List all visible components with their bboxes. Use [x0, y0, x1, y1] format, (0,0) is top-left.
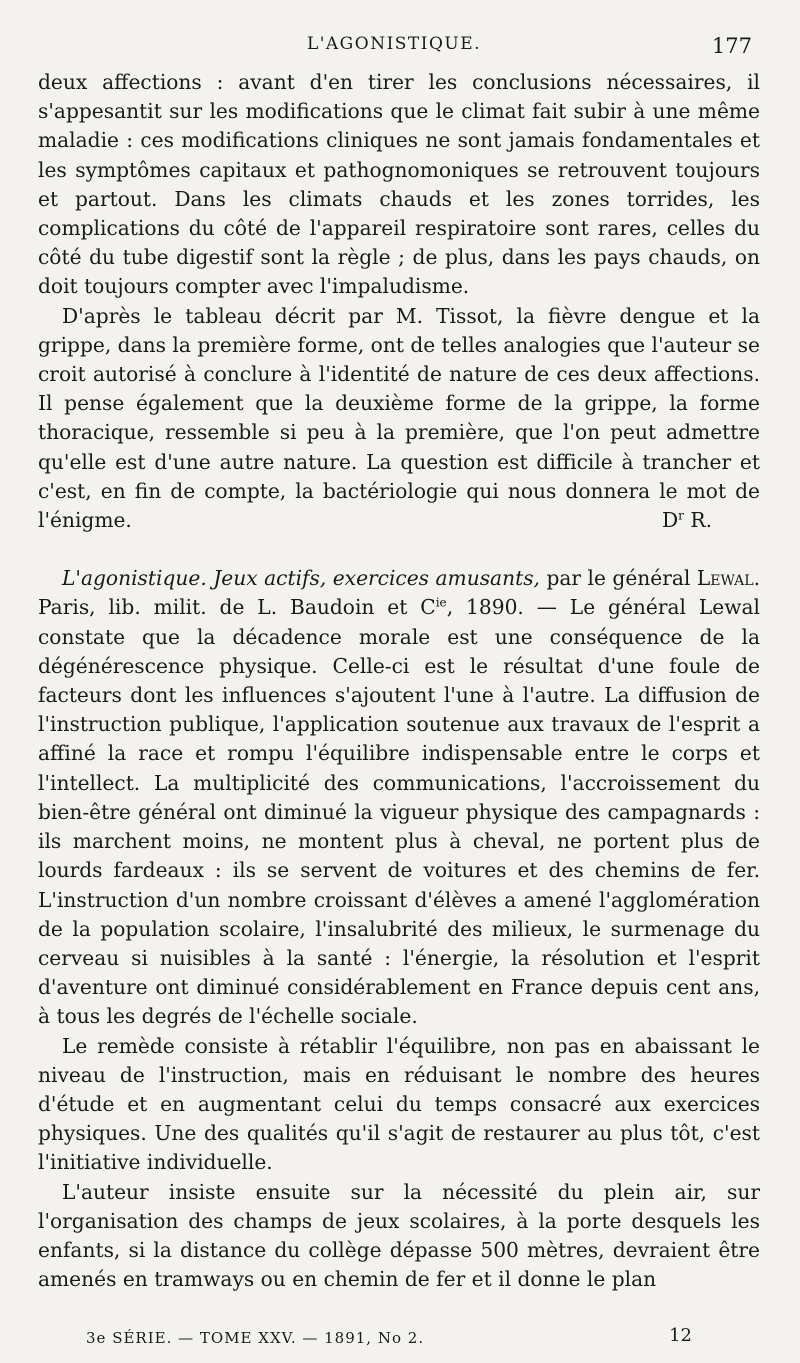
paragraph-tissot: D'après le tableau décrit par M. Tissot, la fièvre dengue et la grippe, dans la première forme, ont de telles analogies que l'auteur se croit autorisé à conclure à l'identité de nature de ces deux affections. Il pense également que la deuxième forme de la grippe, la forme thoracique, ressemble si peu à la première, que l'on peut admettre qu'elle est d'une autre nature. La question est difficile à trancher et c'est, en fin de compte, la bactériologie qui nous donnera le mot de l'énigme.	[38, 303, 760, 533]
footer-sheet-number: 12	[669, 1325, 692, 1346]
page-number: 177	[711, 34, 752, 58]
page-footer	[86, 1325, 692, 1353]
running-head	[36, 34, 752, 60]
signature-abbr: D	[661, 508, 679, 533]
review-publisher: . Paris, lib. milit. de L. Baudoin et C	[38, 566, 760, 620]
running-title: L'AGONISTIQUE.	[306, 34, 482, 54]
paragraph-auteur: L'auteur insiste ensuite sur la nécessité du plein air, sur l'organisation des champs de jeux scolaires, à la porte desquels les enfants, si la distance du collège dépasse 500 mètres, devraient être amenés en tramways ou en chemin de fer et il donne le plan	[38, 1179, 760, 1292]
section-gap	[38, 535, 760, 564]
signature-initial: R.	[683, 508, 712, 533]
paragraph-continued: deux affections : avant d'en tirer les conclusions nécessaires, il s'appesantit sur les modifications que le climat fait subir à une même maladie : ces modifications cliniques ne sont jamais fondamentales et les symptômes capitaux et pathognomoniques se retrouvent toujours et partout. Dans les climats chauds et les zones torrides, les complications du côté de l'appareil respiratoire sont rares, celles du côté du tube digestif sont la règle ; de plus, dans les pays chauds, on doit toujours compter avec l'impaludisme.	[38, 70, 760, 299]
review-paragraph	[38, 564, 760, 1031]
body-text	[38, 68, 760, 1294]
review-author-prefix: par le général	[539, 566, 697, 591]
review-publisher-sup: ie	[435, 595, 447, 610]
signature	[38, 506, 760, 535]
footer-series: 3e SÉRIE. — TOME XXV. — 1891, No 2.	[86, 1329, 425, 1347]
signature-sup: r	[678, 508, 684, 523]
review-author-name: Lewal	[696, 566, 754, 591]
review-book-title: L'agonistique. Jeux actifs, exercices amusants,	[62, 566, 540, 591]
review-text: , 1890. — Le général Lewal constate que la décadence morale est une conséquence de la dégénérescence physique. Celle-ci est le résultat d'une foule de facteurs dont les influences s'ajoutent l'une à l'autre. La diffusion de l'instruction publique, l'application soutenue aux travaux de l'esprit a affiné la race et rompu l'équilibre indispensable entre le corps et l'intellect. La multiplicité des communications, l'accroissement du bien-être général ont diminué la vigueur physique des campagnards : ils marchent moins, ne montent plus à cheval, ne portent plus de lourds fardeaux : ils se servent de voitures et des chemins de fer. L'instruction d'un nombre croissant d'élèves a amené l'agglomération de la population scolaire, l'insalubrité des milieux, le surmenage du cerveau si nuisibles à la santé : l'énergie, la résolution et l'esprit d'aventure ont diminué considérablement en France depuis cent ans, à tous les degrés de l'échelle sociale.	[38, 595, 760, 1029]
paragraph-remede: Le remède consiste à rétablir l'équilibre, non pas en abaissant le niveau de l'instruction, mais en réduisant le nombre des heures d'étude et en augmentant celui du temps consacré aux exercices physiques. Une des qualités qu'il s'agit de restaurer au plus tôt, c'est l'initiative individuelle.	[38, 1033, 760, 1175]
